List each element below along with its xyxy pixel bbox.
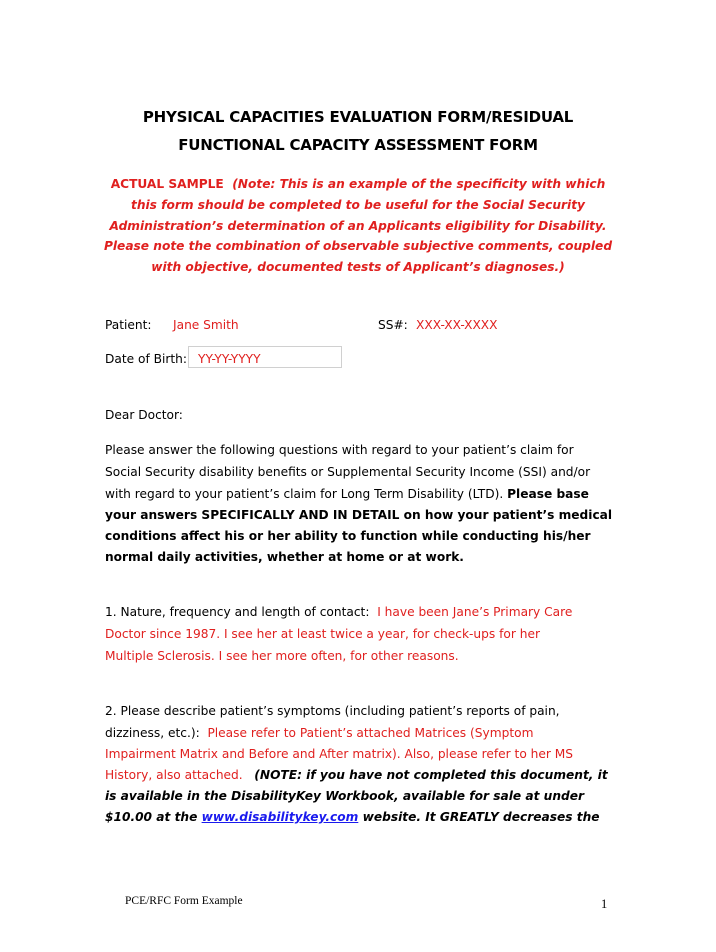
- sample-note-line-3: Administration’s determination of an Applicants eligibility for Disability.: [109, 218, 607, 233]
- sample-note-line-4: Please note the combination of observable subjective comments, coupled: [103, 239, 613, 254]
- q2-line-4: [105, 768, 608, 782]
- footer-title: PCE/RFC Form Example: [125, 895, 243, 907]
- q2-answer-1: Please refer to Patient’s attached Matrices (Symptom: [207, 726, 534, 740]
- q2-answer-3: History, also attached.: [105, 768, 243, 782]
- q1-answer-1: I have been Jane’s Primary Care: [377, 605, 573, 619]
- q2-line-6: [105, 810, 600, 824]
- intro-line-6: normal daily activities, whether at home or at work.: [105, 550, 464, 564]
- dob-label: Date of Birth:: [105, 352, 187, 366]
- sample-note: [100, 174, 616, 278]
- ss-label: SS#:: [378, 318, 408, 332]
- intro-line-1: Please answer the following questions with regard to your patient’s claim for: [105, 443, 574, 457]
- dob-value: YY-YY-YYYY: [198, 352, 261, 366]
- patient-label: Patient:: [105, 318, 152, 332]
- form-title-line-2: FUNCTIONAL CAPACITY ASSESSMENT FORM: [178, 136, 538, 154]
- sample-note-text-1: (Note: This is an example of the specificity with which: [232, 177, 606, 191]
- q2-note-3-post: website. It GREATLY decreases the: [362, 810, 600, 824]
- q2-question-2: dizziness, etc.):: [105, 726, 200, 740]
- q1-answer-3: Multiple Sclerosis. I see her more often, for other reasons.: [105, 649, 459, 663]
- intro-line-3: [105, 487, 589, 501]
- intro-line-5: conditions affect his or her ability to function while conducting his/her: [105, 529, 591, 543]
- q2-line-2: [105, 726, 533, 740]
- q1-answer-2: Doctor since 1987. I see her at least twice a year, for check-ups for her: [105, 627, 540, 641]
- sample-label: ACTUAL SAMPLE: [110, 177, 224, 191]
- q1-line-1: [105, 605, 572, 619]
- q2-note-2: is available in the DisabilityKey Workbook, available for sale at under: [105, 789, 585, 803]
- form-title-line-1: PHYSICAL CAPACITIES EVALUATION FORM/RESIDUAL: [142, 108, 574, 126]
- page-number: 1: [601, 897, 608, 911]
- intro-line-4: your answers SPECIFICALLY AND IN DETAIL on how your patient’s medical: [105, 508, 613, 522]
- q2-question-1: 2. Please describe patient’s symptoms (including patient’s reports of pain,: [105, 704, 560, 718]
- sample-note-line-5: with objective, documented tests of Applicant’s diagnoses.): [151, 260, 565, 275]
- sample-note-line-2: this form should be completed to be useful for the Social Security: [131, 197, 585, 212]
- q2-note-1: (NOTE: if you have not completed this document, it: [254, 768, 608, 782]
- intro-line-2: Social Security disability benefits or Supplemental Security Income (SSI) and/or: [105, 465, 591, 479]
- intro-line-3-plain: with regard to your patient’s claim for Long Term Disability (LTD).: [105, 487, 504, 501]
- q1-question: 1. Nature, frequency and length of contact:: [105, 605, 370, 619]
- intro-line-3-bold: Please base: [507, 487, 589, 501]
- q2-answer-2: Impairment Matrix and Before and After matrix). Also, please refer to her MS: [105, 747, 574, 761]
- ss-value: XXX-XX-XXXX: [416, 318, 498, 332]
- disabilitykey-link[interactable]: www.disabilitykey.com: [201, 810, 359, 824]
- salutation: Dear Doctor:: [105, 408, 183, 422]
- sample-note-line-1: [100, 174, 616, 195]
- q2-note-3-pre: $10.00 at the: [105, 810, 198, 824]
- patient-name: Jane Smith: [173, 318, 239, 332]
